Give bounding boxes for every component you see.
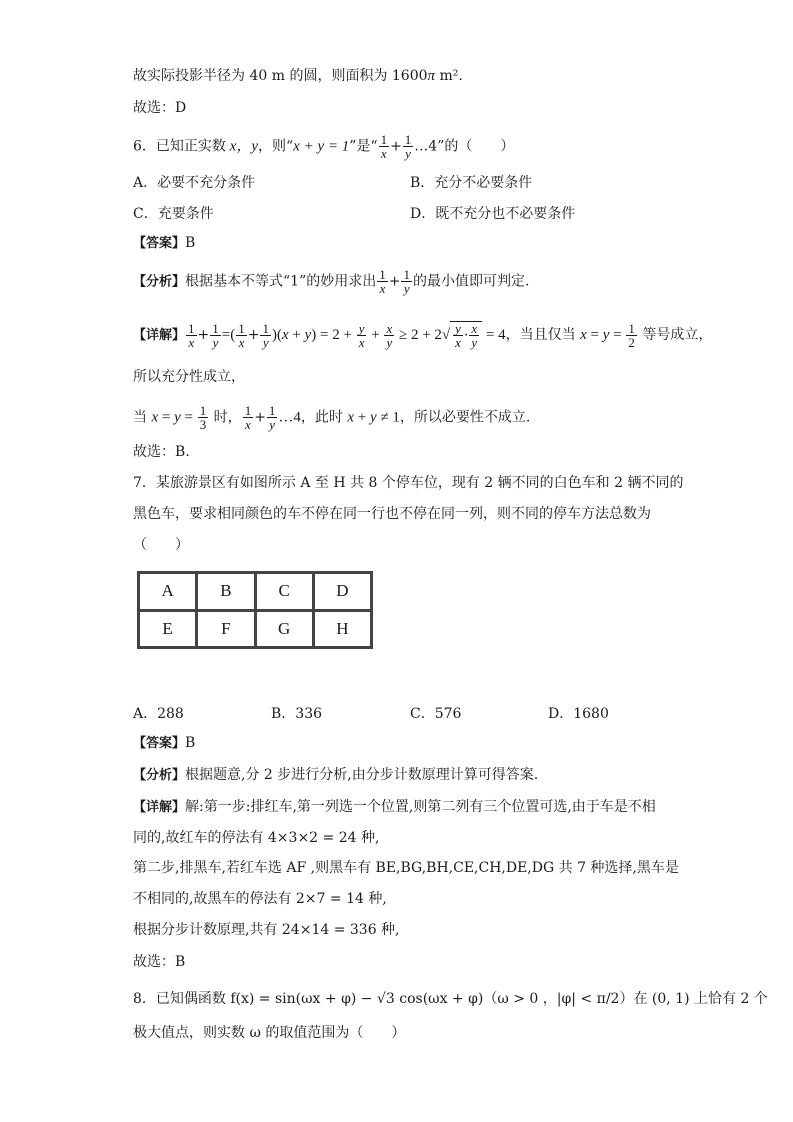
q7-detail-1 <box>133 798 656 817</box>
answer-line-5: 故选：D <box>133 100 187 116</box>
q7-detail-5: 根据分步计数原理,共有 24×14 = 336 种, <box>133 922 400 938</box>
text-line-radius <box>133 67 463 85</box>
necessity-line: 当 x = y = $\frac{1}{3}$ 时， $\frac{1}{x}$ + $\frac{1}{y}$ …4，此时 x + y ≠ 1，所以必要性不成立. <box>133 403 531 432</box>
frac-1-over-2: $\frac{1}{2}$ <box>628 320 635 350</box>
answer-tag: 【答案】 <box>133 236 186 251</box>
q7-line-2: 黑色车，要求相同颜色的车不停在同一行也不停在同一列，则不同的停车方法总数为 <box>133 506 651 522</box>
q6-tail: …4”的（ ） <box>414 138 515 155</box>
q7-answer <box>133 734 195 753</box>
frac-1-over-x: $\frac{1}{x}$ <box>244 403 252 432</box>
parking-space-h: H <box>315 612 370 647</box>
q7-option-d: D．1680 <box>548 706 609 722</box>
q7-detail-4: 不相同的,故黑车的停法有 2×7 = 14 种, <box>133 891 387 907</box>
q7-detail-2: 同的,故红车的停法有 4×3×2 = 24 种, <box>133 830 380 846</box>
pi-symbol: π <box>427 68 436 84</box>
q6-select: 故选：B. <box>133 444 190 460</box>
q6-option-a: A．必要不充分条件 <box>133 175 256 191</box>
q7-select: 故选：B <box>133 954 186 970</box>
parking-space-f: F <box>198 612 253 647</box>
q6-condition: x + y = 1 <box>293 138 350 155</box>
unit-text: m². <box>435 68 463 84</box>
q7-option-a: A．288 <box>133 706 184 722</box>
analysis-text: 根据基本不等式“1”的妙用求出 <box>185 273 377 290</box>
parking-space-g: G <box>257 612 312 647</box>
radius-text: 故实际投影半径为 40 m 的圆，则面积为 1600 <box>133 68 428 84</box>
analysis-text: 根据题意,分 2 步进行分析,由分步计数原理计算可得答案. <box>185 767 539 783</box>
frac-x-over-y: $\frac{x}{y}$ <box>386 320 393 350</box>
q7-option-c: C．576 <box>410 706 462 722</box>
frac-1-over-3: $\frac{1}{3}$ <box>199 403 207 432</box>
q8-line-2: 极大值点，则实数 ω 的取值范围为（ ） <box>133 1025 406 1041</box>
detail-text: 解:第一步:排红车,第一列选一个位置,则第二列有三个位置可选,由于车是不相 <box>185 799 656 815</box>
q7-option-b: B．336 <box>271 706 323 722</box>
q6-answer <box>133 234 195 253</box>
q6-option-b: B．充分不必要条件 <box>410 175 533 191</box>
frac-1-over-y: $\frac{1}{y}$ <box>268 403 276 432</box>
q6-text: ，则“ <box>258 138 294 155</box>
analysis-tag: 【分析】 <box>133 274 186 290</box>
q8-line-1: 8．已知偶函数 f(x) = sin(ωx + φ) − √3 cos(ωx + φ)（ω > 0 ，|φ| < π/2）在 (0, 1) 上恰有 2 个 <box>133 991 768 1007</box>
answer-value: B <box>185 235 196 251</box>
parking-space-e: E <box>140 612 195 647</box>
frac-1-over-x: $\frac{1}{x}$ <box>380 132 388 161</box>
sufficiency-line: 所以充分性成立， <box>133 369 245 385</box>
q7-line-1: 7．某旅游景区有如图所示 A 至 H 共 8 个停车位，现有 2 辆不同的白色车和 2 辆不同的 <box>133 475 684 491</box>
frac-1-over-x: $\frac{1}{x}$ <box>188 320 195 350</box>
sqrt-term: $\frac{y}{x}$ · $\frac{x}{y}$ <box>450 321 482 349</box>
detail-tag: 【详解】 <box>133 328 186 343</box>
q6-option-c: C．充要条件 <box>133 206 214 222</box>
analysis-tag: 【分析】 <box>133 768 186 783</box>
q6-option-d: D．既不充分也不必要条件 <box>410 206 576 222</box>
parking-grid <box>137 571 373 649</box>
frac-1-over-y: $\frac{1}{y}$ <box>403 267 410 296</box>
q6-stem: 6．已知正实数 <box>133 138 226 155</box>
parking-space-d: D <box>315 574 370 609</box>
parking-space-c: C <box>257 574 312 609</box>
answer-value: B <box>185 735 196 751</box>
q6-detail: 【详解】 $\frac{1}{x}$ + $\frac{1}{y}$ =( $\frac{1}{x}$ + $\frac{1}{y}$ )(x + y) = 2 + $\frac{y}{x}$ + $\frac{x}{y}$ ≥ 2 + 2√ $\frac{y}{x}$ · $\frac{x}{y}$ = 4，当且仅当 x = y = $\frac{1}{2}$ 等号成立， <box>133 320 713 350</box>
answer-tag: 【答案】 <box>133 736 186 751</box>
question-6: 6．已知正实数 x，y，则“x + y = 1”是“ $\frac{1}{x}$ + $\frac{1}{y}$ …4”的（ ） <box>133 132 515 161</box>
frac-1-over-x: $\frac{1}{x}$ <box>379 267 386 296</box>
q7-analysis <box>133 766 538 785</box>
frac-1-over-x: $\frac{1}{x}$ <box>238 320 245 350</box>
q7-line-3: （ ） <box>133 537 189 553</box>
q7-detail-3: 第二步,排黑车,若红车选 AF ,则黑车有 BE,BG,BH,CE,CH,DE,DG 共 7 种选择,黑车是 <box>133 860 679 876</box>
parking-space-b: B <box>198 574 253 609</box>
q6-text2: ”是“ <box>349 138 378 155</box>
q6-analysis: 【分析】根据基本不等式“1”的妙用求出 $\frac{1}{x}$ + $\frac{1}{y}$ 的最小值即可判定. <box>133 267 530 296</box>
analysis-text-tail: 的最小值即可判定. <box>412 273 530 290</box>
detail-tag: 【详解】 <box>133 800 186 815</box>
parking-space-a: A <box>140 574 195 609</box>
q6-vars: x，y <box>225 138 258 155</box>
frac-y-over-x: $\frac{y}{x}$ <box>358 320 365 350</box>
frac-1-over-y: $\frac{1}{y}$ <box>262 320 269 350</box>
frac-1-over-y: $\frac{1}{y}$ <box>212 320 219 350</box>
frac-1-over-y: $\frac{1}{y}$ <box>404 132 412 161</box>
